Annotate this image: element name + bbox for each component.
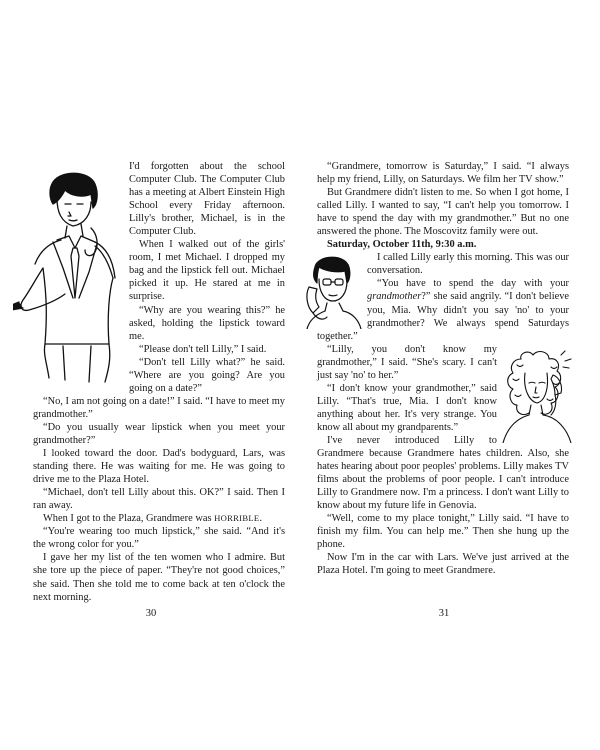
paragraph: “Please don't tell Lilly,” I said. (139, 343, 267, 355)
paragraph: “Well, come to my place tonight,” Lilly said. “I have to finish my film. You can help me.” Then she hung up the phone. (317, 513, 569, 551)
lilly-on-phone-illustration (501, 349, 577, 443)
paragraph: I looked toward the door. Dad's bodyguard, Lars, was standing there. He was waiting for me. He was going to drive me to the Plaza Hotel. (33, 448, 285, 486)
paragraph: When I walked out of the girls' room, I met Michael. I dropped my bag and the lipstick fell out. Michael picked it up. He stared at me in surprise. (129, 239, 285, 303)
text-run: . (259, 513, 263, 525)
date-heading: Saturday, October 11th, 9:30 a.m. (327, 239, 477, 251)
paragraph: I gave her my list of the ten women who I admire. But she tore up the piece of paper. “They're not good choices,” she said. Then she told me to come back at ten o'clock the next morning. (33, 552, 285, 603)
paragraph: “No, I am not going on a date!” I said. “I have to meet my grandmother.” (33, 395, 285, 420)
text-run: “You have to spend the day with your (377, 278, 569, 290)
paragraph: But Grandmere didn't listen to me. So when I got home, I called Lilly. I wanted to say, “I can't help you tomorrow. I have to spend the day with my grandmother.” But no one answered the phone. The Moscovitz family were out. (317, 187, 569, 238)
michael-illustration (13, 168, 123, 384)
paragraph: “I don't know your grandmother,” said Lilly. “That's true, Mia. I don't know anything about her. It's very strange. You know all about my grandparents.” (317, 382, 497, 433)
paragraph: I've never introduced Lilly to Grandmere because Grandmere hates children. Also, she hates hearing about poor peoples' problems. Lilly makes TV films about the problems of poor people. I can't introduce Lilly to Grandmere now. I'm a princess. I don't want Lilly to know about my future life in Genovia. (317, 434, 569, 512)
paragraph: Now I'm in the car with Lars. We've just arrived at the Plaza Hotel. I'm going to meet Grandmere. (317, 552, 569, 577)
right-page (317, 160, 569, 578)
paragraph: “Grandmere, tomorrow is Saturday,” I said. “I always help my friend, Lilly, on Saturdays. We film her TV show.” (317, 161, 569, 186)
paragraph: “Don't tell Lilly what?” he said. “Where are you going? Are you going on a date?” (129, 356, 285, 394)
text-run: ?” she said angrily. “I don't believe you, Mia. Why didn't you say 'no' to your grandmother? We always spend Saturdays together.” (317, 291, 569, 342)
page-number: 31 (438, 608, 450, 619)
small-caps-word: HORRIBLE (214, 513, 260, 524)
left-page (33, 160, 285, 604)
italic-word: grandmother (367, 291, 422, 303)
paragraph: I'd forgotten about the school Computer Club. The Computer Club has a meeting at Albert Einstein High School every Friday afternoon. Lilly's brother, Michael, is in the Computer Club. (129, 161, 285, 238)
paragraph: “You're wearing too much lipstick,” she said. “And it's the wrong color for you.” (33, 526, 285, 551)
paragraph: “Why are you wearing this?” he asked, holding the lipstick toward me. (129, 304, 285, 342)
paragraph: I called Lilly early this morning. This was our conversation. (367, 252, 569, 277)
text-run: When I got to the Plaza, Grandmere was (43, 513, 215, 525)
paragraph: “Do you usually wear lipstick when you meet your grandmother?” (33, 421, 285, 446)
paragraph (33, 512, 285, 525)
mia-on-phone-illustration (303, 251, 363, 329)
paragraph: “Lilly, you don't know my grandmother,” I said. “She's scary. I can't just say 'no' to her.” (317, 343, 497, 381)
paragraph: “Michael, don't tell Lilly about this. OK?” I said. Then I ran away. (33, 487, 285, 512)
page-number: 30 (145, 608, 157, 619)
